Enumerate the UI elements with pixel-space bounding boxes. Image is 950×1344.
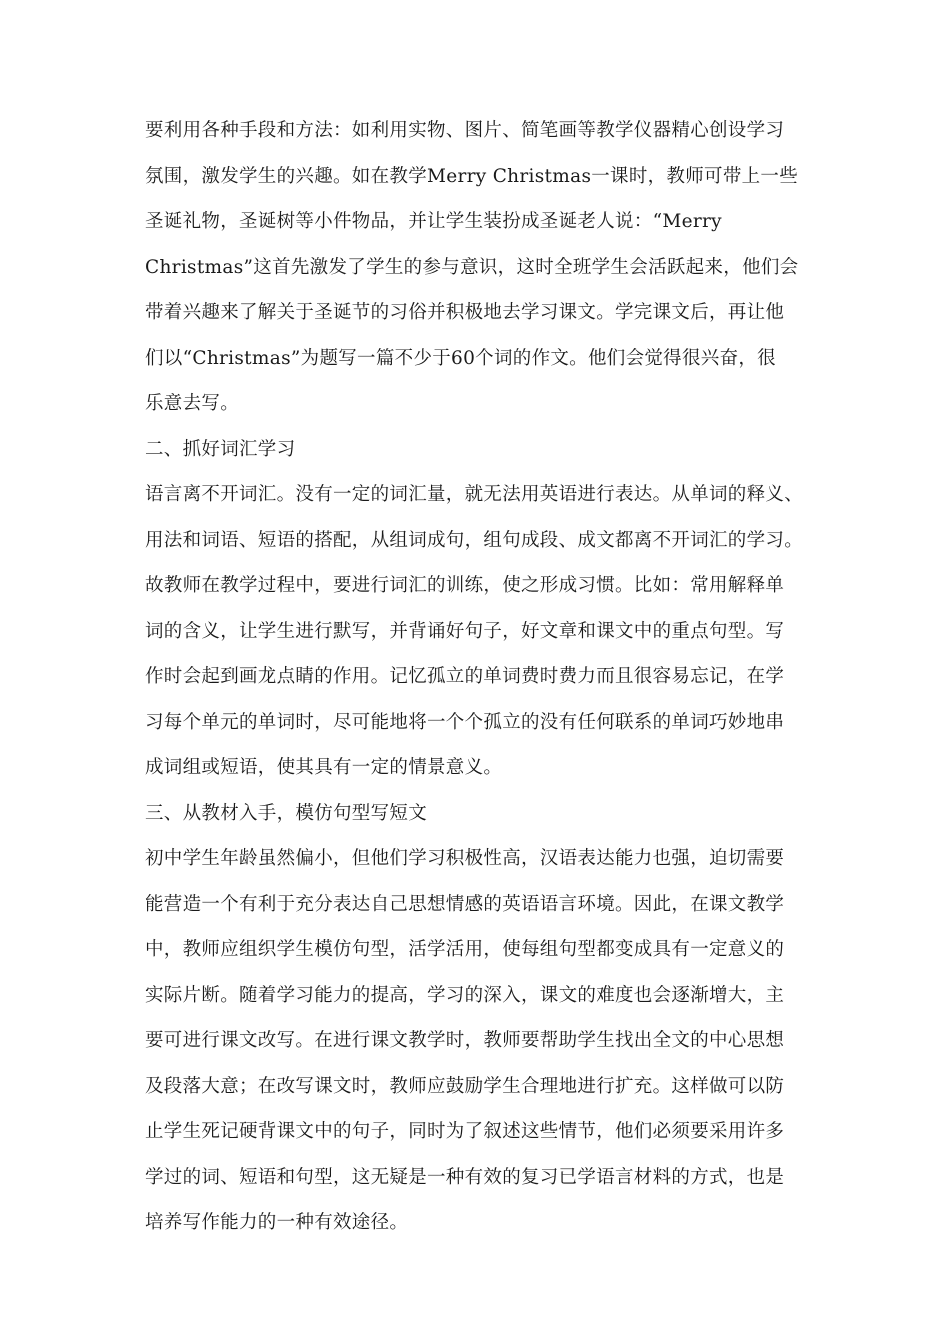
document-body (145, 108, 815, 1246)
body-text-line: 成词组或短语，使其具有一定的情景意义。 (145, 757, 503, 778)
section-heading: 三、从教材入手，模仿句型写短文 (145, 802, 428, 824)
body-text-line: 们以“Christmas”为题写一篇不少于60个词的作文。他们会觉得很兴奋，很 (145, 347, 776, 369)
body-text-line: 学过的词、短语和句型，这无疑是一种有效的复习已学语言材料的方式，也是 (145, 1166, 785, 1188)
body-text-line: 用法和词语、短语的搭配，从组词成句，组句成段、成文都离不开词汇的学习。 (145, 529, 804, 551)
body-text-line: 及段落大意；在改写课文时，教师应鼓励学生合理地进行扩充。这样做可以防 (145, 1075, 785, 1097)
body-text-line: 带着兴趣来了解关于圣诞节的习俗并积极地去学习课文。学完课文后，再让他 (145, 302, 785, 323)
body-text-line: 圣诞礼物，圣诞树等小件物品，并让学生装扮成圣诞老人说：“Merry (145, 211, 722, 232)
body-text-line: Christmas”这首先激发了学生的参与意识，这时全班学生会活跃起来，他们会 (145, 256, 799, 278)
body-text-line: 要利用各种手段和方法：如利用实物、图片、简笔画等教学仪器精心创设学习 (145, 120, 785, 141)
body-text-line: 止学生死记硬背课文中的句子，同时为了叙述这些情节，他们必须要采用许多 (145, 1121, 785, 1142)
body-text-line: 作时会起到画龙点睛的作用。记忆孤立的单词费时费力而且很容易忘记，在学 (145, 666, 785, 687)
body-text-line: 培养写作能力的一种有效途径。 (145, 1212, 409, 1233)
body-text-line: 语言离不开词汇。没有一定的词汇量，就无法用英语进行表达。从单词的释义、 (145, 484, 804, 505)
body-text-line: 中，教师应组织学生模仿句型，活学活用，使每组句型都变成具有一定意义的 (145, 939, 785, 960)
body-text-line: 要可进行课文改写。在进行课文教学时，教师要帮助学生找出全文的中心思想 (145, 1030, 785, 1051)
section-heading: 二、抓好词汇学习 (145, 438, 296, 460)
body-text-line: 氛围，激发学生的兴趣。如在教学Merry Christmas一课时，教师可带上一些 (145, 165, 799, 187)
body-text-line: 故教师在教学过程中，要进行词汇的训练，使之形成习惯。比如：常用解释单 (145, 575, 785, 596)
body-text-line: 能营造一个有利于充分表达自己思想情感的英语语言环境。因此，在课文教学 (145, 893, 785, 915)
body-text-line: 词的含义，让学生进行默写，并背诵好句子，好文章和课文中的重点句型。写 (145, 620, 785, 642)
body-text-line: 乐意去写。 (145, 393, 240, 414)
body-text-line: 习每个单元的单词时，尽可能地将一个个孤立的没有任何联系的单词巧妙地串 (145, 711, 785, 733)
body-text-line: 实际片断。随着学习能力的提高，学习的深入，课文的难度也会逐渐增大，主 (145, 984, 785, 1006)
body-text-line: 初中学生年龄虽然偏小，但他们学习积极性高，汉语表达能力也强，迫切需要 (145, 848, 785, 869)
